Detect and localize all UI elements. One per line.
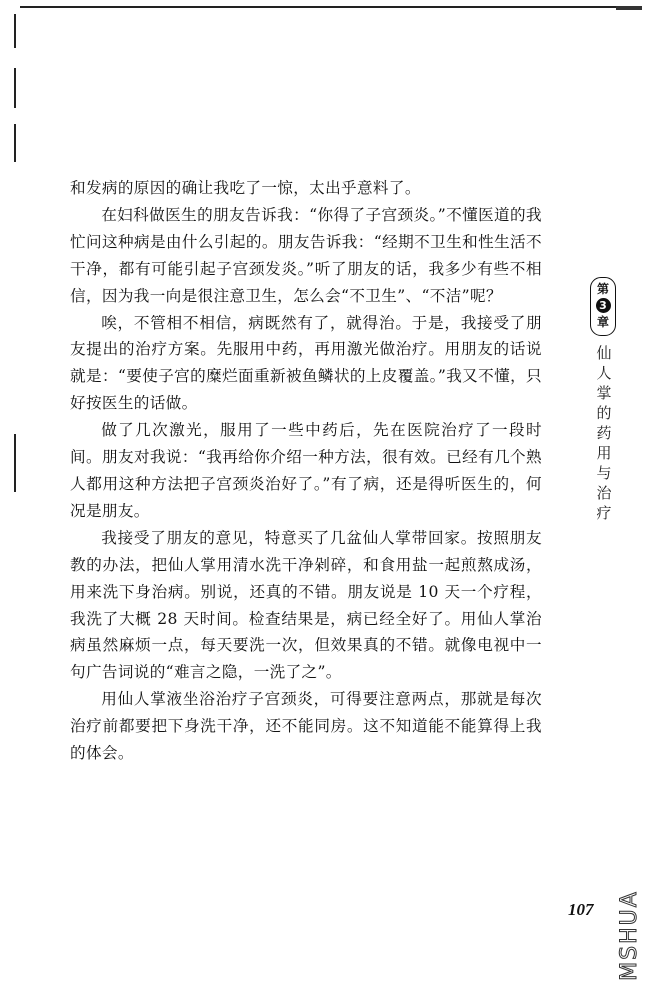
- chapter-tab: [590, 277, 616, 336]
- paragraph: 和发病的原因的确让我吃了一惊，太出乎意料了。: [70, 179, 421, 197]
- watermark: [616, 880, 642, 990]
- watermark-text: MSHUA: [616, 889, 642, 981]
- left-margin-mark: [14, 14, 16, 48]
- paragraph: 在妇科做医生的朋友告诉我：“你得了子宫颈炎。”不懂医道的我忙问这种病是由什么引起的。朋友告诉我：“经期不卫生和性生活不干净，都有可能引起子宫颈发炎。”听了朋友的话，我多少有些不相信，因为我一向是很注意卫生，怎么会“不卫生”、“不洁”呢？: [70, 205, 542, 305]
- paragraph: 用仙人掌液坐浴治疗子宫颈炎，可得要注意两点，那就是每次治疗前都要把下身洗干净，还不能同房。这不知道能不能算得上我的体会。: [70, 690, 542, 763]
- running-chapter-title: 仙人掌的药用与治疗: [596, 344, 612, 522]
- left-margin-mark: [14, 124, 16, 162]
- body-text: [70, 175, 542, 767]
- chapter-number-badge: 3: [596, 298, 611, 313]
- paragraph: 做了几次激光，服用了一些中药后，先在医院治疗了一段时间。朋友对我说：“我再给你介绍一种方法，很有效。已经有几个熟人都用这种方法把子宫颈炎治好了。”有了病，还是得听医生的，何况是朋友。: [70, 421, 542, 520]
- paragraph: 我接受了朋友的意见，特意买了几盆仙人掌带回家。按照朋友教的办法，把仙人掌用清水洗干净剁碎，和食用盐一起煎熬成汤，用来洗下身治病。别说，还真的不错。朋友说是 10 天一个疗程，我洗了大概 28 天时间。检查结果是，病已经全好了。用仙人掌治病虽然麻烦一点，每天要洗一次，但效果真的不错。就像电视中一句广告词说的“难言之隐，一洗了之”。: [70, 528, 542, 682]
- top-rule-end: [616, 6, 642, 10]
- left-margin-mark: [14, 68, 16, 108]
- page-number: 107: [568, 900, 594, 919]
- left-margin-mark: [14, 434, 16, 492]
- chapter-tab-suffix: 章: [596, 315, 609, 329]
- paragraph: 唉，不管相不相信，病既然有了，就得治。于是，我接受了朋友提出的治疗方案。先服用中药，再用激光做治疗。用朋友的话说就是：“要使子宫的糜烂面重新被鱼鳞状的上皮覆盖。”我又不懂，只好按医生的话做。: [70, 313, 542, 413]
- top-rule: [20, 6, 640, 8]
- chapter-tab-prefix: 第: [596, 282, 609, 296]
